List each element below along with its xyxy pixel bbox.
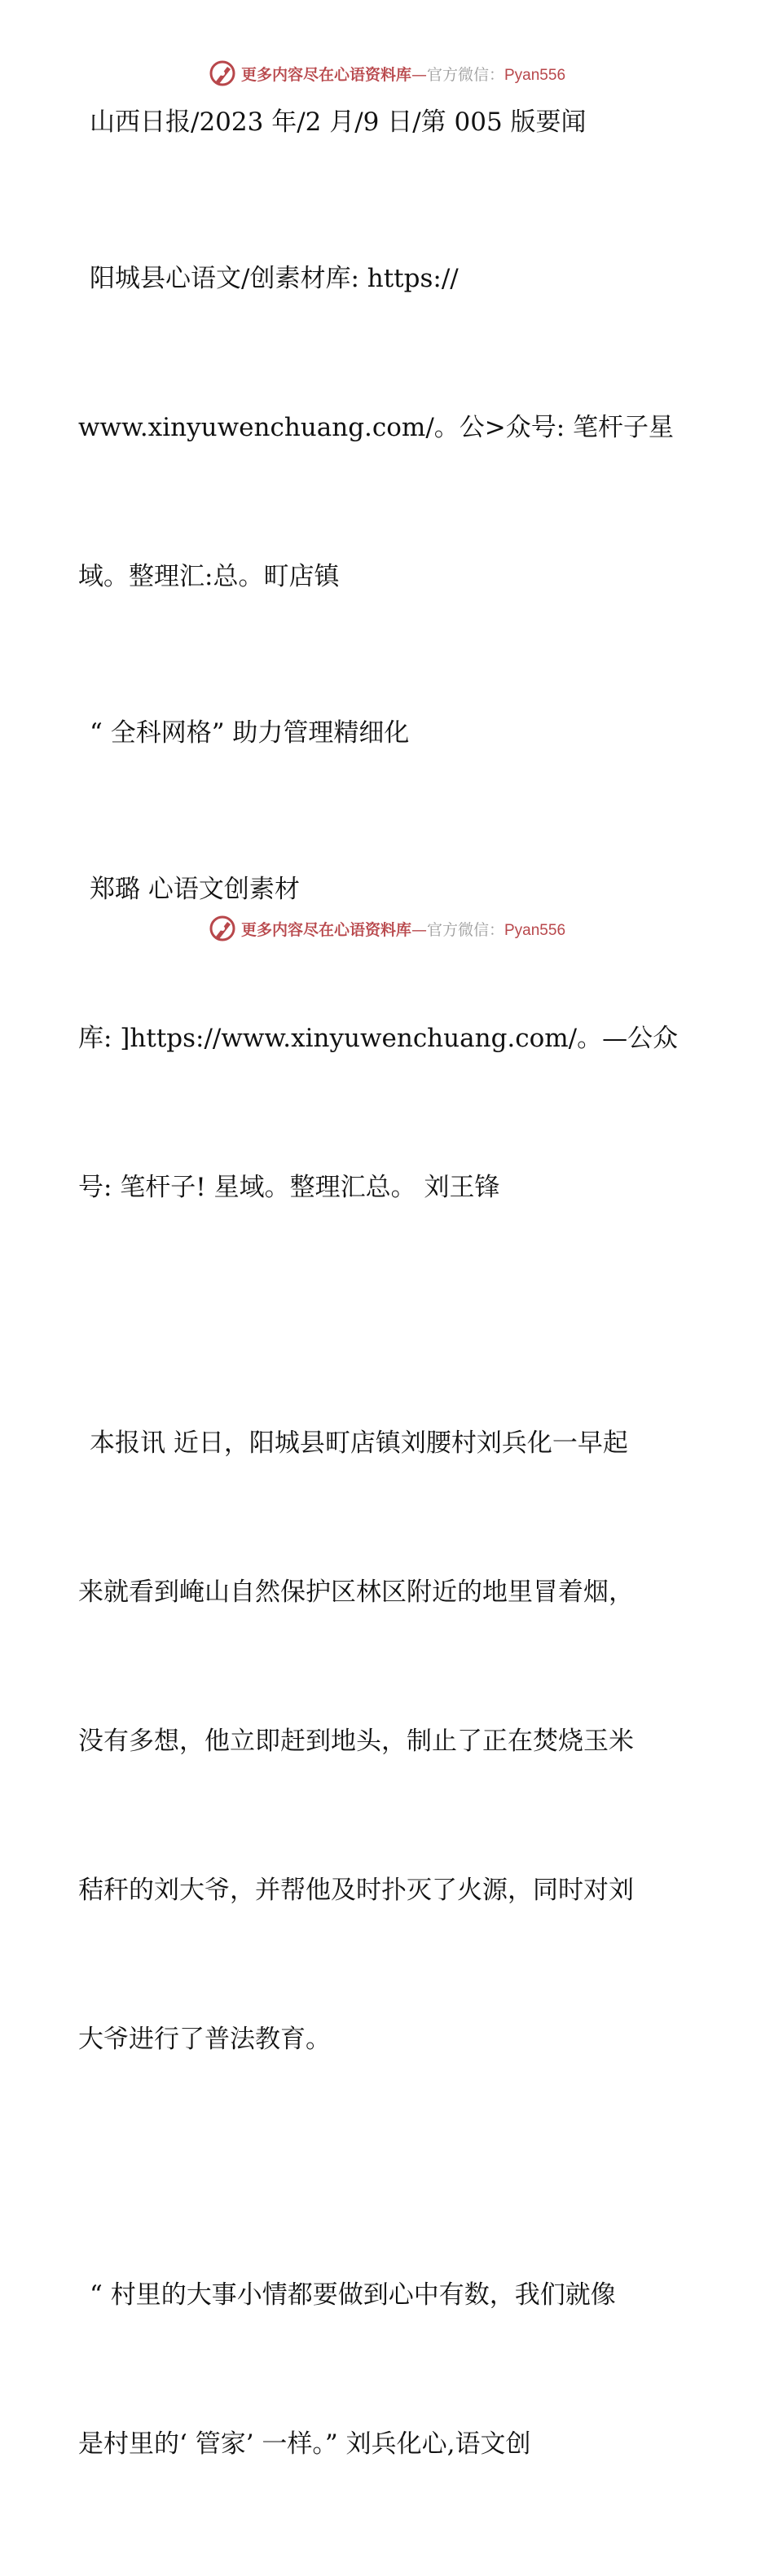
watermark-handle: Pyan556 [504, 66, 566, 84]
byline-line: 号: 笔杆子! 星域。整理汇总。 刘王锋 [78, 1173, 500, 1202]
watermark-dash: — [411, 920, 427, 939]
watermark-text [241, 918, 565, 940]
watermark-wechat-label: 官方微信： [426, 920, 504, 939]
byline-line: 郑璐 心语文创素材 [90, 875, 300, 904]
watermark-wechat-label: 官方微信： [426, 65, 504, 84]
watermark-main: 更多内容尽在心语资料库 [240, 920, 411, 939]
source-line: 域。整理汇:总。町店镇 [78, 562, 340, 591]
pen-logo-icon [209, 59, 236, 87]
source-line: 阳城县心语文/创素材库: https:// [90, 264, 459, 293]
body-line: 大爷进行了普法教育。 [78, 2025, 331, 2054]
article-quote-paragraph [78, 2171, 697, 2569]
body-line: 来就看到崦山自然保护区林区附近的地里冒着烟， [78, 1578, 634, 1607]
watermark-dash: — [411, 65, 427, 84]
quote-line: 是村里的‘ 管家’ 一样。” 刘兵化心,语文创 [78, 2429, 531, 2459]
bottom-watermark-banner [0, 912, 774, 945]
banner-group [209, 59, 565, 87]
watermark-main: 更多内容尽在心语资料库 [240, 65, 411, 84]
article-body-paragraph [78, 1319, 697, 2164]
article-source [78, 155, 697, 701]
body-line: 本报讯 近日，阳城县町店镇刘腰村刘兵化一早起 [90, 1428, 628, 1458]
watermark-handle: Pyan556 [504, 921, 566, 939]
article-dateline: 山西日报/2023 年/2 月/9 日/第 005 版要闻 [90, 108, 587, 137]
top-watermark-banner [0, 57, 774, 90]
body-line: 秸秆的刘大爷，并帮他及时扑灭了火源，同时对刘 [78, 1876, 634, 1905]
article-headline: “ 全科网格” 助力管理精细化 [90, 718, 410, 748]
watermark-text [241, 63, 565, 85]
article-content [78, 98, 697, 2576]
article-byline [78, 766, 697, 1312]
body-line: 没有多想，他立即赶到地头，制止了正在焚烧玉米 [78, 1727, 634, 1756]
byline-line: 库: ]https://www.xinyuwenchuang.com/。—公众 [78, 1024, 679, 1053]
banner-group [209, 915, 565, 942]
source-line: www.xinyuwenchuang.com/。公>众号: 笔杆子星 [78, 413, 675, 442]
quote-line: “ 村里的大事小情都要做到心中有数，我们就像 [90, 2280, 616, 2310]
pen-logo-icon [209, 915, 236, 942]
